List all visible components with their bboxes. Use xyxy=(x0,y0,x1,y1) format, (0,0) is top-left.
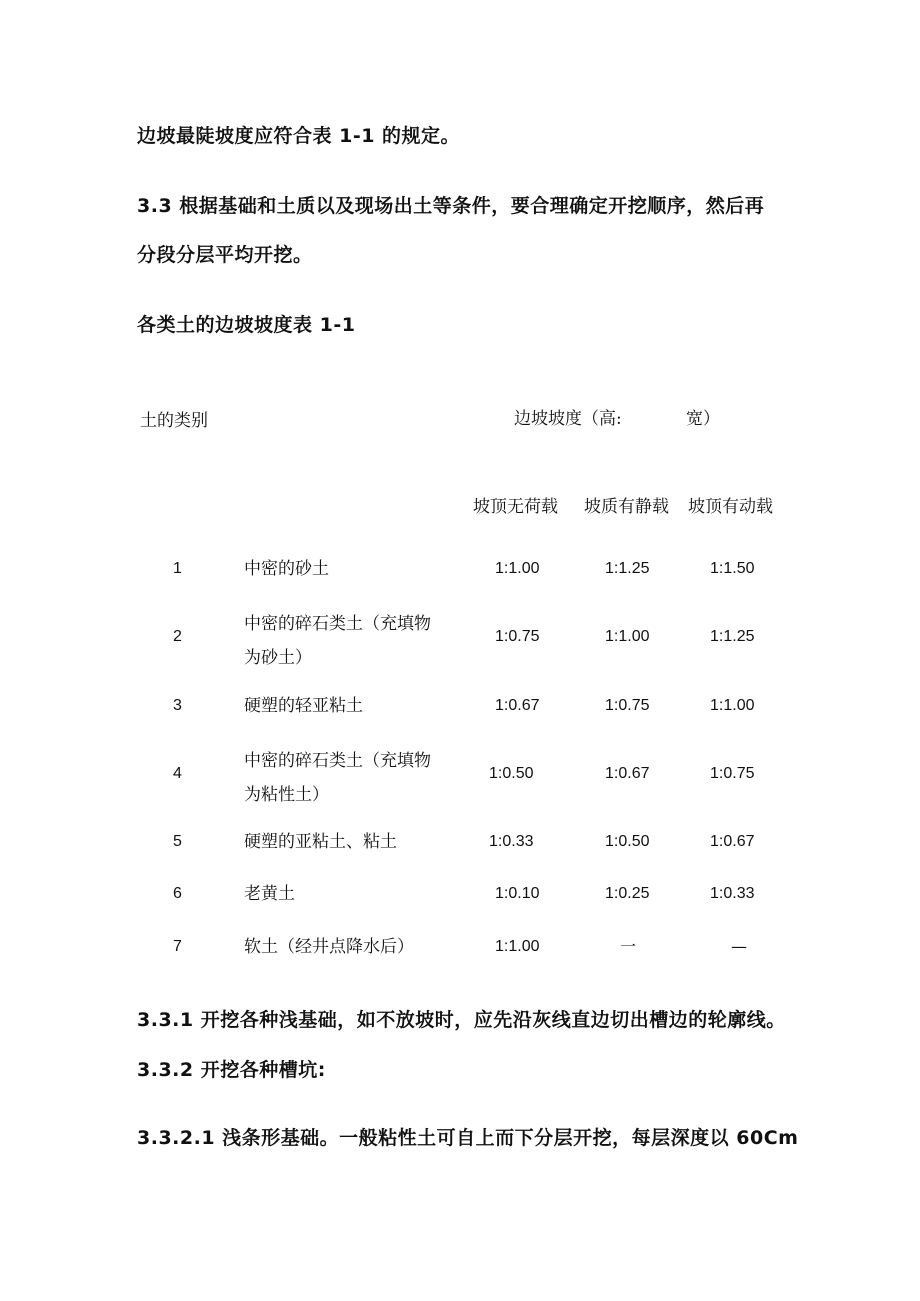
row-number: 7 xyxy=(173,938,182,955)
slope-static-load: 1:0.67 xyxy=(605,765,650,782)
row-number: 5 xyxy=(173,833,182,850)
table-title: 各类土的边坡坡度表 1-1 xyxy=(137,314,356,336)
slope-no-load: 1:0.33 xyxy=(489,833,534,850)
header-category: 土的类别 xyxy=(140,411,208,431)
section-3-3-1: 3.3.1 开挖各种浅基础，如不放坡时，应先沿灰线直边切出槽边的轮廓线。 xyxy=(137,1009,786,1031)
soil-name: 老黄土 xyxy=(244,884,295,904)
header-slope-ratio-a: 边坡坡度（高: xyxy=(514,409,622,429)
soil-name: 中密的碎石类土（充填物 为砂土） xyxy=(244,614,431,668)
slope-dynamic-load: 1:1.50 xyxy=(710,560,755,577)
row-number: 4 xyxy=(173,765,182,782)
slope-static-load: 1:0.50 xyxy=(605,833,650,850)
slope-static-load: 1:1.00 xyxy=(605,628,650,645)
slope-dynamic-load: 1:0.33 xyxy=(710,885,755,902)
slope-no-load: 1:1.00 xyxy=(495,938,540,955)
slope-no-load: 1:0.75 xyxy=(495,628,540,645)
subheader-dynamic-load: 坡顶有动载 xyxy=(688,497,773,517)
soil-name: 软土（经井点降水后） xyxy=(244,937,414,957)
row-number: 3 xyxy=(173,697,182,714)
slope-static-load: 1:0.25 xyxy=(605,885,650,902)
soil-name: 中密的砂土 xyxy=(244,559,329,579)
header-slope-ratio-b: 宽） xyxy=(686,409,720,429)
slope-no-load: 1:1.00 xyxy=(495,560,540,577)
slope-dynamic-load: 1:0.75 xyxy=(710,765,755,782)
row-number: 2 xyxy=(173,628,182,645)
paragraph-3-3-line1: 3.3 根据基础和土质以及现场出土等条件，要合理确定开挖顺序，然后再 xyxy=(137,195,765,217)
row-number: 1 xyxy=(173,560,182,577)
soil-name: 硬塑的亚粘土、粘土 xyxy=(244,832,397,852)
soil-name: 硬塑的轻亚粘土 xyxy=(244,696,363,716)
slope-no-load: 1:0.50 xyxy=(489,765,534,782)
subheader-static-load: 坡质有静载 xyxy=(584,497,669,517)
slope-no-load: 1:0.67 xyxy=(495,697,540,714)
slope-no-load: 1:0.10 xyxy=(495,885,540,902)
row-number: 6 xyxy=(173,885,182,902)
soil-name: 中密的碎石类土（充填物 为粘性土） xyxy=(244,751,431,805)
slope-dynamic-load: — xyxy=(731,937,747,956)
slope-dynamic-load: 1:0.67 xyxy=(710,833,755,850)
section-3-3-2-1: 3.3.2.1 浅条形基础。一般粘性土可自上而下分层开挖，每层深度以 60Cm xyxy=(137,1127,799,1149)
slope-dynamic-load: 1:1.25 xyxy=(710,628,755,645)
paragraph-3-3-line2: 分段分层平均开挖。 xyxy=(137,244,313,266)
paragraph-slope-rule: 边坡最陡坡度应符合表 1-1 的规定。 xyxy=(137,125,461,147)
slope-static-load: 1:0.75 xyxy=(605,697,650,714)
slope-static-load: 1:1.25 xyxy=(605,560,650,577)
subheader-no-load: 坡顶无荷载 xyxy=(473,497,558,517)
section-3-3-2: 3.3.2 开挖各种槽坑: xyxy=(137,1059,326,1081)
slope-dynamic-load: 1:1.00 xyxy=(710,697,755,714)
slope-static-load: 一 xyxy=(620,937,637,956)
